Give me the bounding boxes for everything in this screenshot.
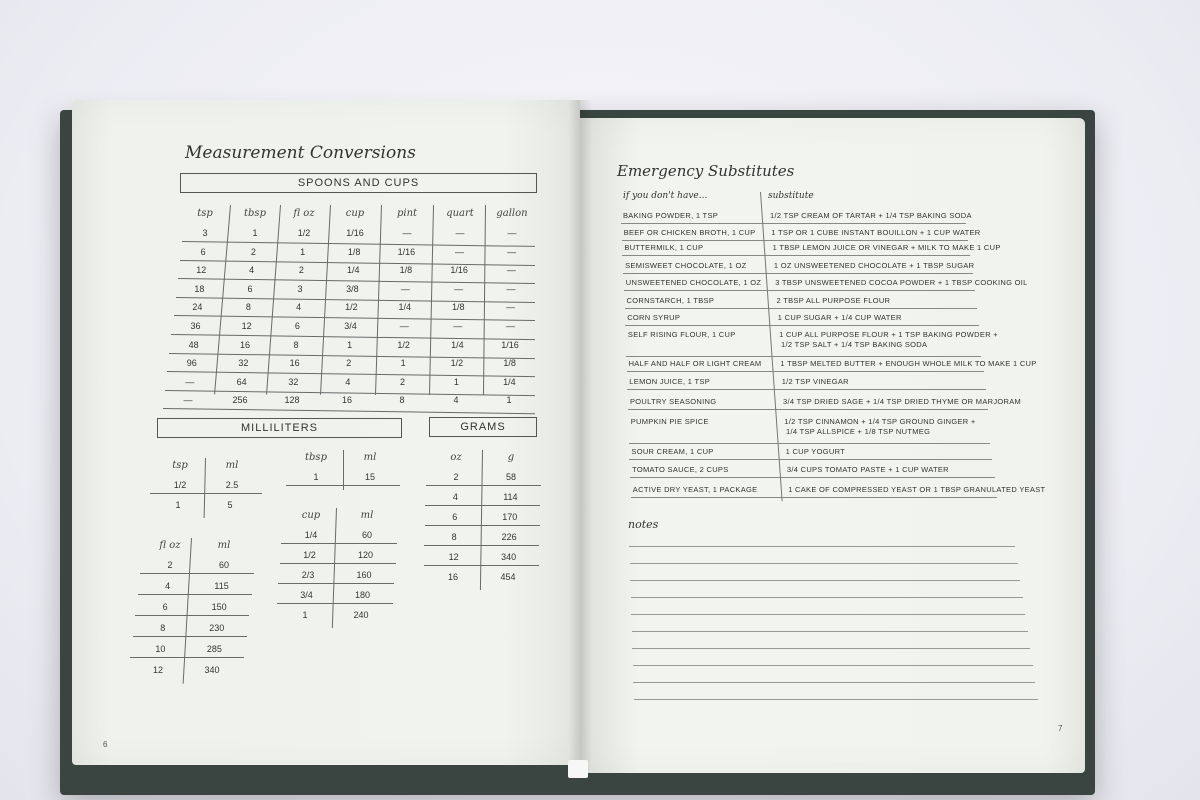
spoons-cell: 1/16	[397, 246, 416, 257]
spoons-cell: 1/8	[503, 358, 516, 369]
spoons-cell: 1	[453, 376, 459, 387]
substitute-item: BEEF OR CHICKEN BROTH, 1 CUP	[623, 228, 756, 237]
spoons-col-header: gallon	[496, 208, 528, 219]
spoons-cell: 4	[249, 265, 255, 276]
ml-floz-cell: 8	[160, 623, 166, 633]
ml-cup-cell: 240	[353, 610, 369, 620]
grams-cell: 114	[503, 492, 518, 502]
spoons-cell: 24	[192, 302, 203, 313]
spoons-cell: 1	[252, 228, 258, 238]
spoons-cell: —	[455, 228, 465, 238]
ml-tsp-cell: 2.5	[225, 480, 239, 490]
substitute-value: 1 TBSP MELTED BUTTER + ENOUGH WHOLE MILK TO MAKE 1 CUP	[780, 359, 1037, 368]
grams-header: oz	[450, 452, 462, 463]
ml-tbsp-header: ml	[363, 452, 377, 463]
substitute-value: 1 CUP SUGAR + 1/4 CUP WATER	[777, 313, 902, 322]
grams-cell: 2	[453, 472, 459, 482]
grams-cell: 12	[448, 552, 459, 562]
spoons-cell: —	[506, 283, 516, 294]
ml-floz-header: fl oz	[159, 540, 181, 551]
substitute-value: 3 TBSP UNSWEETENED COCOA POWDER + 1 TBSP COOKING OIL	[775, 278, 1028, 287]
spoons-cell: 16	[341, 395, 352, 406]
spoons-cell: 4	[345, 376, 351, 387]
spoons-cell: —	[399, 321, 409, 331]
spoons-cell: 12	[196, 265, 207, 276]
ml-cup-cell: 180	[354, 590, 371, 600]
spoons-cell: 1	[300, 246, 306, 257]
spoons-cell: 48	[188, 339, 199, 350]
grams-row-line	[426, 485, 541, 486]
spoons-cell: 1/4	[346, 265, 360, 276]
col2-header: substitute	[768, 191, 814, 201]
notes-line	[629, 546, 1015, 547]
substitute-value-continued: 1/2 TSP SALT + 1/4 TSP BAKING SODA	[781, 340, 928, 349]
ml-tbsp-divider	[343, 450, 344, 490]
ml-floz-cell: 115	[214, 581, 229, 591]
ml-cup-cell: 60	[361, 530, 372, 540]
grams-cell: 16	[447, 572, 458, 582]
substitute-row-line	[629, 443, 991, 444]
ml-floz-cell: 150	[211, 602, 227, 612]
ml-floz-cell: 6	[162, 602, 168, 612]
ml-floz-row-line	[140, 573, 254, 574]
grams-cell: 226	[501, 532, 517, 542]
spoons-cell: —	[454, 283, 464, 294]
spoons-cell: 1/4	[398, 302, 412, 313]
substitute-value: 3/4 TSP DRIED SAGE + 1/4 TSP DRIED THYME OR MARJORAM	[783, 397, 1022, 406]
ml-tsp-header: tsp	[172, 460, 188, 471]
spoons-col-header: pint	[396, 208, 418, 219]
spoons-cell: 32	[238, 358, 249, 369]
substitute-item: TOMATO SAUCE, 2 CUPS	[632, 465, 729, 474]
spoons-col-header: tsp	[197, 208, 213, 219]
substitute-row-line	[627, 389, 986, 390]
spoons-cell: —	[506, 265, 516, 276]
ml-tbsp-header: tbsp	[305, 452, 327, 463]
ml-tbsp-cell: 15	[364, 472, 375, 482]
substitute-row-line	[621, 223, 966, 224]
grams-row-line	[425, 505, 540, 506]
spoons-cell: 3	[297, 283, 303, 294]
spoons-cell: —	[506, 302, 516, 313]
substitute-row-line	[624, 290, 975, 291]
book-gutter	[568, 100, 592, 770]
spoons-cell: 16	[289, 358, 300, 369]
spoons-cell: 3/4	[344, 321, 357, 331]
spoons-cell: —	[453, 321, 463, 331]
left-page-number: 6	[103, 740, 108, 749]
substitute-item: UNSWEETENED CHOCOLATE, 1 OZ	[625, 278, 762, 287]
notes-label: notes	[628, 518, 659, 531]
substitute-value: 1 OZ UNSWEETENED CHOCOLATE + 1 TBSP SUGAR	[773, 261, 975, 270]
ml-cup-cell: 120	[357, 550, 374, 560]
grams-cell: 4	[452, 492, 458, 502]
grams-row-line	[424, 545, 539, 546]
ml-cup-row-line	[278, 583, 394, 584]
ml-floz-cell: 4	[165, 581, 171, 591]
ml-cup-row-line	[281, 543, 397, 544]
spoons-cell: 1/8	[451, 302, 465, 313]
substitute-row-line	[628, 409, 988, 410]
spoons-cell: 36	[190, 321, 201, 331]
grams-cell: 170	[502, 512, 518, 522]
notes-line	[631, 614, 1025, 615]
spoons-cell: 1	[347, 339, 353, 350]
spoons-cell: 4	[453, 395, 459, 406]
ml-cup-cell: 1	[302, 610, 308, 620]
spoons-cell: —	[400, 283, 410, 294]
spoons-cell: 8	[293, 339, 299, 350]
substitute-item: SELF RISING FLOUR, 1 CUP	[627, 330, 736, 339]
ml-cup-header: cup	[301, 510, 321, 521]
ml-tsp-header: ml	[225, 460, 239, 471]
substitute-value: 1/2 TSP CREAM OF TARTAR + 1/4 TSP BAKING SODA	[770, 211, 972, 220]
ml-cup-cell: 3/4	[300, 590, 313, 600]
spoons-cell: 1/16	[450, 265, 468, 276]
grams-cell: 454	[500, 572, 516, 582]
col1-header: if you don't have...	[623, 191, 708, 201]
substitute-row-line	[629, 459, 992, 460]
spoons-cell: 32	[288, 376, 299, 387]
spoons-cell: 2	[400, 376, 406, 387]
substitute-item: ACTIVE DRY YEAST, 1 PACKAGE	[632, 485, 758, 494]
grams-heading: GRAMS	[429, 417, 537, 437]
substitute-value: 1 TBSP LEMON JUICE OR VINEGAR + MILK TO MAKE 1 CUP	[772, 243, 1001, 252]
spoons-cell: 8	[245, 302, 251, 313]
substitute-value: 1 CUP ALL PURPOSE FLOUR + 1 TSP BAKING POWDER +	[779, 330, 998, 339]
substitute-item: POULTRY SEASONING	[630, 397, 717, 406]
spoons-cell: 3/8	[346, 283, 359, 294]
spoons-heading: SPOONS AND CUPS	[180, 173, 537, 193]
grams-cell: 340	[501, 552, 517, 562]
notes-line	[632, 631, 1028, 632]
spoons-cell: 1/8	[399, 265, 413, 276]
spoons-cell: 8	[399, 395, 405, 406]
ml-floz-cell: 10	[155, 644, 166, 654]
substitute-item: BUTTERMILK, 1 CUP	[624, 243, 704, 252]
substitute-row-line	[623, 273, 973, 274]
ml-floz-row-line	[138, 594, 252, 595]
ml-tsp-row-line	[150, 493, 262, 494]
grams-row-line	[425, 525, 540, 526]
notes-line	[632, 648, 1030, 649]
substitute-item: PUMPKIN PIE SPICE	[630, 417, 709, 426]
spoons-cell: 6	[247, 283, 253, 294]
spoons-cell: 2	[298, 265, 304, 276]
substitute-item: BAKING POWDER, 1 TSP	[623, 211, 719, 220]
spoons-cell: 1/8	[347, 246, 361, 257]
spoons-cell: 1	[400, 358, 406, 369]
ml-cup-header: ml	[360, 510, 374, 521]
substitute-row-line	[622, 255, 970, 256]
left-page-title: Measurement Conversions	[185, 143, 416, 163]
spoons-cell: 1/2	[397, 339, 410, 350]
grams-cell: 8	[451, 532, 457, 542]
spoons-col-header: tbsp	[244, 208, 266, 219]
substitute-row-line	[625, 325, 979, 326]
spoons-cell: 1/16	[346, 228, 364, 238]
ml-floz-cell: 12	[152, 665, 163, 675]
spoons-cell: 16	[239, 339, 250, 350]
spoons-col-header: fl oz	[293, 208, 315, 219]
substitute-value-continued: 1/4 TSP ALLSPICE + 1/8 TSP NUTMEG	[786, 427, 931, 436]
substitute-row-line	[625, 308, 978, 309]
spoons-cell: —	[505, 321, 515, 331]
spoons-cell: —	[402, 228, 412, 238]
spoons-cell: 12	[241, 321, 252, 331]
right-page-title: Emergency Substitutes	[617, 162, 795, 180]
substitute-item: SOUR CREAM, 1 CUP	[631, 447, 714, 456]
ml-cup-cell: 160	[356, 570, 372, 580]
ml-floz-cell: 2	[167, 560, 173, 570]
notes-line	[630, 563, 1018, 564]
ml-floz-cell: 285	[206, 644, 222, 654]
substitute-value: 1 TSP OR 1 CUBE INSTANT BOUILLON + 1 CUP WATER	[771, 228, 981, 237]
spoons-cell: 6	[294, 321, 300, 331]
spoons-cell: 2	[346, 358, 352, 369]
spoons-cell: 3	[202, 228, 208, 238]
ml-floz-cell: 230	[209, 623, 225, 633]
spoons-cell: 4	[296, 302, 302, 313]
ml-floz-header: ml	[217, 540, 231, 551]
spoons-cell: 64	[236, 376, 247, 387]
grams-header: g	[507, 452, 515, 463]
spoons-cell: 1/2	[297, 228, 311, 238]
substitute-value: 1/2 TSP CINNAMON + 1/4 TSP GROUND GINGER +	[784, 417, 976, 426]
ml-floz-cell: 340	[204, 665, 220, 675]
substitute-item: SEMISWEET CHOCOLATE, 1 OZ	[625, 261, 747, 270]
spoons-cell: 1/2	[345, 302, 358, 313]
spoons-col-header: cup	[345, 208, 365, 219]
substitute-value: 1 CAKE OF COMPRESSED YEAST OR 1 TBSP GRANULATED YEAST	[788, 485, 1046, 494]
substitute-value: 1 CUP YOGURT	[785, 447, 846, 456]
substitute-row-line	[630, 477, 995, 478]
spoons-cell: 1/16	[501, 339, 519, 350]
substitute-row-line	[626, 356, 982, 357]
substitute-value: 3/4 CUPS TOMATO PASTE + 1 CUP WATER	[786, 465, 949, 474]
grams-cell: 58	[505, 472, 516, 482]
ml-floz-row-line	[130, 657, 244, 658]
ml-tsp-cell: 1/2	[173, 480, 187, 490]
ml-floz-row-line	[133, 636, 247, 637]
ribbon-bookmark	[568, 760, 588, 778]
substitute-row-line	[622, 240, 969, 241]
spoons-cell: 1	[506, 395, 512, 406]
spoons-cell: 96	[186, 358, 197, 369]
notes-line	[634, 699, 1038, 700]
substitute-row-line	[627, 371, 984, 372]
spoons-cell: 128	[284, 395, 300, 406]
notes-line	[630, 580, 1020, 581]
notes-line	[633, 665, 1033, 666]
spoons-cell: 256	[232, 395, 248, 406]
spoons-col-header: quart	[446, 208, 474, 219]
ml-tbsp-cell: 1	[313, 472, 319, 482]
substitute-item: HALF AND HALF OR LIGHT CREAM	[628, 359, 762, 368]
ml-cup-cell: 1/4	[304, 530, 318, 540]
substitute-item: CORNSTARCH, 1 TBSP	[626, 296, 715, 305]
spoons-cell: 1/4	[503, 376, 516, 387]
ml-cup-cell: 2/3	[301, 570, 315, 580]
spoons-cell: —	[507, 228, 517, 238]
ml-cup-row-line	[280, 563, 396, 564]
spoons-cell: —	[185, 376, 195, 387]
ml-tsp-cell: 1	[175, 500, 181, 510]
substitute-value: 2 TBSP ALL PURPOSE FLOUR	[776, 296, 891, 305]
grams-cell: 6	[452, 512, 458, 522]
spoons-cell: —	[507, 246, 517, 257]
spoons-cell: 18	[194, 283, 205, 294]
ml-floz-row-line	[135, 615, 249, 616]
milliliters-heading: MILLILITERS	[157, 418, 402, 438]
ml-cup-row-line	[277, 603, 393, 604]
spoons-cell: 1/2	[450, 358, 464, 369]
notes-line	[631, 597, 1023, 598]
ml-floz-cell: 60	[218, 560, 229, 570]
ml-tsp-cell: 5	[227, 500, 233, 510]
spoons-cell: 1/4	[451, 339, 464, 350]
spoons-cell: —	[183, 395, 193, 406]
substitute-row-line	[631, 497, 997, 498]
substitute-value: 1/2 TSP VINEGAR	[781, 377, 849, 386]
right-page-number: 7	[1058, 724, 1063, 733]
notes-line	[633, 682, 1035, 683]
substitute-item: CORN SYRUP	[627, 313, 681, 322]
spoons-cell: 6	[200, 246, 206, 257]
ml-cup-cell: 1/2	[303, 550, 316, 560]
spoons-cell: 2	[250, 246, 256, 257]
substitute-item: LEMON JUICE, 1 TSP	[629, 377, 710, 386]
spoons-cell: —	[455, 246, 465, 257]
